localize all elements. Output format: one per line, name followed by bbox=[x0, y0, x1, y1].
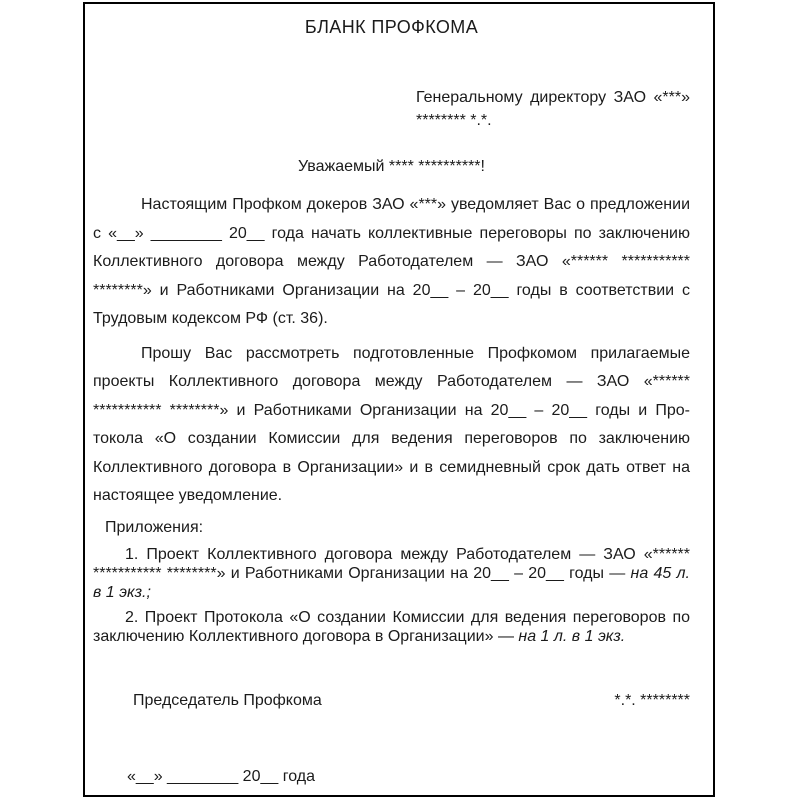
document-content bbox=[85, 17, 713, 786]
signature-position: Председатель Профкома bbox=[133, 691, 322, 709]
body-paragraph-request: Прошу Вас рассмотреть подготовленные Профкомом прилагаемые проекты Коллективного договора между Работодателем — ЗАО «****** *********** ********» и Работниками Организации на 20__ – 20__ годы и Протокола «О создании Комиссии для ведения переговоров по заключению Коллективного договора в Организации» и в семидневный срок дать ответ на настоящее уведомление. bbox=[93, 344, 690, 504]
signature-row bbox=[93, 692, 690, 710]
document-title: БЛАНК ПРОФКОМА bbox=[304, 17, 479, 37]
body-paragraph-notice: Настоящим Профком докеров ЗАО «***» уведомляет Вас о предложении с «__» ________ 20__ года начать коллективные переговоры по заключению Коллективного договора между Работодателем — ЗАО «****** *********** ********» и Работниками Организации на 20__ – 20__ годы в соответствии с Трудовым кодексом РФ (ст. 36). bbox=[93, 196, 690, 327]
attachment-item-2 bbox=[93, 608, 690, 646]
addressee-line: Генеральному директору ЗАО «***» bbox=[416, 89, 690, 106]
salutation-line: Уважаемый **** **********! bbox=[298, 158, 485, 175]
attachment-item-2-note: на 1 л. в 1 экз. bbox=[518, 627, 626, 645]
date-line: «__» ________ 20__ года bbox=[127, 767, 315, 785]
addressee-name: ******** *.*. bbox=[416, 112, 492, 129]
signature-name: *.*. ******** bbox=[614, 691, 690, 709]
attachments-heading: Приложения: bbox=[105, 518, 204, 536]
attachment-item-2-text: 2. Проект Протокола «О создании Комиссии для ведения переговоров по заключению Коллективного договора в Организации» — bbox=[93, 608, 690, 645]
attachment-item-1 bbox=[93, 545, 690, 602]
attachment-item-1-note: на 45 л. в 1 экз.; bbox=[93, 564, 691, 601]
addressee-block bbox=[416, 86, 690, 132]
attachment-item-1-text: 1. Проект Коллективного договора между Работодателем — ЗАО «****** *********** ********» и Работниками Организации на 20__ – 20__ годы — bbox=[93, 545, 690, 582]
document-frame bbox=[83, 2, 715, 797]
